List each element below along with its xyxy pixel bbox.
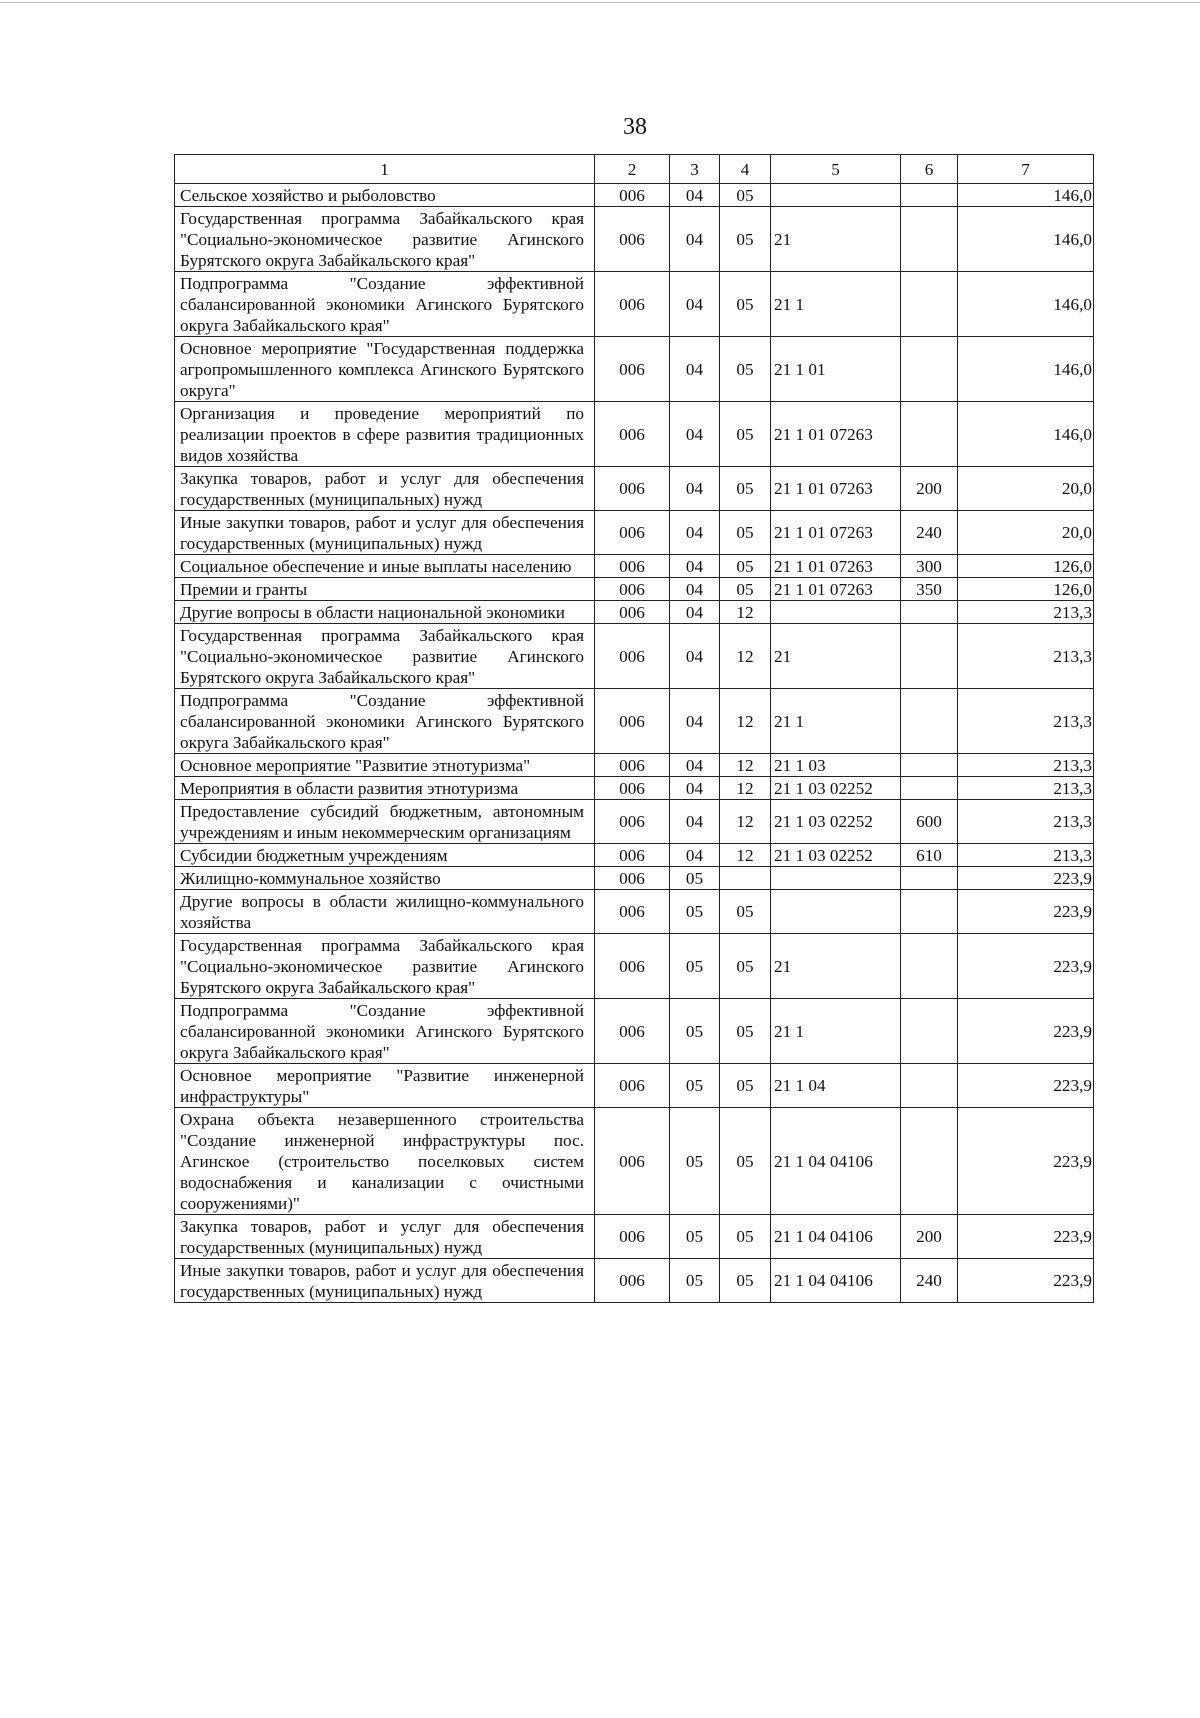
section-code-cell: 05 xyxy=(670,867,720,890)
subsection-code-cell: 12 xyxy=(720,844,771,867)
subsection-code-cell: 12 xyxy=(720,601,771,624)
row-name-cell: Другие вопросы в области жилищно-коммунального хозяйства xyxy=(175,890,595,934)
subsection-code-cell: 05 xyxy=(720,1215,771,1259)
subsection-code-cell: 05 xyxy=(720,337,771,402)
ministry-code-cell: 006 xyxy=(595,934,670,999)
table-row xyxy=(175,467,1094,511)
target-article-code-cell: 21 xyxy=(771,207,901,272)
ministry-code-cell: 006 xyxy=(595,844,670,867)
table-row xyxy=(175,800,1094,844)
target-article-code-cell: 21 1 03 02252 xyxy=(771,844,901,867)
amount-cell: 223,9 xyxy=(958,934,1094,999)
expense-type-code-cell xyxy=(901,999,958,1064)
amount-cell: 126,0 xyxy=(958,578,1094,601)
table-row xyxy=(175,207,1094,272)
section-code-cell: 04 xyxy=(670,844,720,867)
expense-type-code-cell: 200 xyxy=(901,1215,958,1259)
target-article-code-cell: 21 1 01 07263 xyxy=(771,555,901,578)
ministry-code-cell: 006 xyxy=(595,890,670,934)
subsection-code-cell: 05 xyxy=(720,1259,771,1303)
subsection-code-cell: 05 xyxy=(720,272,771,337)
target-article-code-cell: 21 1 01 07263 xyxy=(771,467,901,511)
row-name-cell: Подпрограмма "Создание эффективной сбалансированной экономики Агинского Бурятского округа Забайкальского края" xyxy=(175,689,595,754)
subsection-code-cell: 05 xyxy=(720,1064,771,1108)
row-name-cell: Государственная программа Забайкальского края "Социально-экономическое развитие Агинского Бурятского округа Забайкальского края" xyxy=(175,207,595,272)
table-row xyxy=(175,777,1094,800)
expense-type-code-cell xyxy=(901,402,958,467)
amount-cell: 213,3 xyxy=(958,754,1094,777)
table-row xyxy=(175,867,1094,890)
amount-cell: 146,0 xyxy=(958,337,1094,402)
amount-cell: 20,0 xyxy=(958,511,1094,555)
row-name-cell: Жилищно-коммунальное хозяйство xyxy=(175,867,595,890)
subsection-code-cell: 05 xyxy=(720,578,771,601)
amount-cell: 213,3 xyxy=(958,689,1094,754)
target-article-code-cell: 21 1 xyxy=(771,999,901,1064)
ministry-code-cell: 006 xyxy=(595,999,670,1064)
amount-cell: 213,3 xyxy=(958,624,1094,689)
page-number: 38 xyxy=(623,114,647,140)
section-code-cell: 04 xyxy=(670,754,720,777)
target-article-code-cell xyxy=(771,601,901,624)
target-article-code-cell: 21 1 03 02252 xyxy=(771,800,901,844)
section-code-cell: 04 xyxy=(670,578,720,601)
target-article-code-cell: 21 1 01 07263 xyxy=(771,578,901,601)
expense-type-code-cell xyxy=(901,1108,958,1215)
expense-type-code-cell: 200 xyxy=(901,467,958,511)
subsection-code-cell: 12 xyxy=(720,754,771,777)
table-row xyxy=(175,337,1094,402)
section-code-cell: 04 xyxy=(670,272,720,337)
amount-cell: 213,3 xyxy=(958,800,1094,844)
section-code-cell: 04 xyxy=(670,800,720,844)
expense-type-code-cell xyxy=(901,601,958,624)
expense-type-code-cell xyxy=(901,272,958,337)
amount-cell: 213,3 xyxy=(958,601,1094,624)
amount-cell: 223,9 xyxy=(958,1108,1094,1215)
target-article-code-cell: 21 xyxy=(771,624,901,689)
table-row xyxy=(175,999,1094,1064)
row-name-cell: Иные закупки товаров, работ и услуг для обеспечения государственных (муниципальных) нужд xyxy=(175,511,595,555)
expense-type-code-cell: 350 xyxy=(901,578,958,601)
target-article-code-cell xyxy=(771,890,901,934)
expense-type-code-cell xyxy=(901,207,958,272)
expense-type-code-cell xyxy=(901,890,958,934)
ministry-code-cell: 006 xyxy=(595,1215,670,1259)
section-code-cell: 04 xyxy=(670,689,720,754)
row-name-cell: Субсидии бюджетным учреждениям xyxy=(175,844,595,867)
subsection-code-cell: 05 xyxy=(720,890,771,934)
subsection-code-cell: 12 xyxy=(720,777,771,800)
amount-cell: 146,0 xyxy=(958,184,1094,207)
row-name-cell: Иные закупки товаров, работ и услуг для обеспечения государственных (муниципальных) нужд xyxy=(175,1259,595,1303)
subsection-code-cell: 05 xyxy=(720,184,771,207)
amount-cell: 126,0 xyxy=(958,555,1094,578)
subsection-code-cell: 12 xyxy=(720,800,771,844)
section-code-cell: 05 xyxy=(670,1215,720,1259)
table-row xyxy=(175,578,1094,601)
table-row xyxy=(175,689,1094,754)
ministry-code-cell: 006 xyxy=(595,754,670,777)
row-name-cell: Подпрограмма "Создание эффективной сбалансированной экономики Агинского Бурятского округа Забайкальского края" xyxy=(175,999,595,1064)
amount-cell: 213,3 xyxy=(958,844,1094,867)
amount-cell: 146,0 xyxy=(958,402,1094,467)
target-article-code-cell: 21 1 04 xyxy=(771,1064,901,1108)
section-code-cell: 05 xyxy=(670,1259,720,1303)
section-code-cell: 05 xyxy=(670,999,720,1064)
table-row xyxy=(175,934,1094,999)
table-row xyxy=(175,1259,1094,1303)
section-code-cell: 05 xyxy=(670,1064,720,1108)
budget-table xyxy=(174,154,1094,1303)
target-article-code-cell: 21 1 03 xyxy=(771,754,901,777)
row-name-cell: Основное мероприятие "Развитие этнотуризма" xyxy=(175,754,595,777)
table-row xyxy=(175,601,1094,624)
header-col-4: 4 xyxy=(720,155,771,184)
amount-cell: 223,9 xyxy=(958,890,1094,934)
header-row xyxy=(175,155,1094,184)
row-name-cell: Закупка товаров, работ и услуг для обеспечения государственных (муниципальных) нужд xyxy=(175,1215,595,1259)
target-article-code-cell: 21 xyxy=(771,934,901,999)
expense-type-code-cell xyxy=(901,624,958,689)
ministry-code-cell: 006 xyxy=(595,511,670,555)
subsection-code-cell: 05 xyxy=(720,999,771,1064)
row-name-cell: Предоставление субсидий бюджетным, автономным учреждениям и иным некоммерческим организациям xyxy=(175,800,595,844)
ministry-code-cell: 006 xyxy=(595,867,670,890)
expense-type-code-cell xyxy=(901,934,958,999)
target-article-code-cell xyxy=(771,184,901,207)
row-name-cell: Социальное обеспечение и иные выплаты населению xyxy=(175,555,595,578)
section-code-cell: 05 xyxy=(670,934,720,999)
ministry-code-cell: 006 xyxy=(595,207,670,272)
target-article-code-cell: 21 1 xyxy=(771,272,901,337)
table-row xyxy=(175,1215,1094,1259)
section-code-cell: 04 xyxy=(670,184,720,207)
table-header xyxy=(175,155,1094,184)
section-code-cell: 04 xyxy=(670,337,720,402)
amount-cell: 213,3 xyxy=(958,777,1094,800)
row-name-cell: Государственная программа Забайкальского края "Социально-экономическое развитие Агинского Бурятского округа Забайкальского края" xyxy=(175,934,595,999)
expense-type-code-cell xyxy=(901,184,958,207)
ministry-code-cell: 006 xyxy=(595,800,670,844)
amount-cell: 223,9 xyxy=(958,1259,1094,1303)
ministry-code-cell: 006 xyxy=(595,555,670,578)
amount-cell: 146,0 xyxy=(958,272,1094,337)
amount-cell: 223,9 xyxy=(958,1215,1094,1259)
expense-type-code-cell: 240 xyxy=(901,1259,958,1303)
table-row xyxy=(175,890,1094,934)
ministry-code-cell: 006 xyxy=(595,402,670,467)
header-col-7: 7 xyxy=(958,155,1094,184)
expense-type-code-cell: 600 xyxy=(901,800,958,844)
row-name-cell: Сельское хозяйство и рыболовство xyxy=(175,184,595,207)
ministry-code-cell: 006 xyxy=(595,1259,670,1303)
target-article-code-cell: 21 1 03 02252 xyxy=(771,777,901,800)
table-row xyxy=(175,402,1094,467)
section-code-cell: 05 xyxy=(670,1108,720,1215)
expense-type-code-cell xyxy=(901,1064,958,1108)
table-row xyxy=(175,555,1094,578)
expense-type-code-cell: 610 xyxy=(901,844,958,867)
expense-type-code-cell xyxy=(901,777,958,800)
header-col-1: 1 xyxy=(175,155,595,184)
table-row xyxy=(175,1108,1094,1215)
target-article-code-cell: 21 1 04 04106 xyxy=(771,1108,901,1215)
ministry-code-cell: 006 xyxy=(595,337,670,402)
table-row xyxy=(175,624,1094,689)
subsection-code-cell: 05 xyxy=(720,207,771,272)
target-article-code-cell: 21 1 xyxy=(771,689,901,754)
subsection-code-cell: 05 xyxy=(720,511,771,555)
ministry-code-cell: 006 xyxy=(595,184,670,207)
target-article-code-cell: 21 1 04 04106 xyxy=(771,1215,901,1259)
section-code-cell: 04 xyxy=(670,402,720,467)
ministry-code-cell: 006 xyxy=(595,624,670,689)
expense-type-code-cell xyxy=(901,337,958,402)
row-name-cell: Основное мероприятие "Государственная поддержка агропромышленного комплекса Агинского Бурятского округа" xyxy=(175,337,595,402)
header-col-2: 2 xyxy=(595,155,670,184)
section-code-cell: 04 xyxy=(670,511,720,555)
target-article-code-cell: 21 1 01 07263 xyxy=(771,511,901,555)
subsection-code-cell: 05 xyxy=(720,467,771,511)
table-row xyxy=(175,272,1094,337)
section-code-cell: 04 xyxy=(670,207,720,272)
target-article-code-cell: 21 1 04 04106 xyxy=(771,1259,901,1303)
section-code-cell: 04 xyxy=(670,777,720,800)
table-row xyxy=(175,184,1094,207)
target-article-code-cell xyxy=(771,867,901,890)
ministry-code-cell: 006 xyxy=(595,601,670,624)
table-row xyxy=(175,754,1094,777)
subsection-code-cell: 05 xyxy=(720,555,771,578)
target-article-code-cell: 21 1 01 07263 xyxy=(771,402,901,467)
expense-type-code-cell xyxy=(901,689,958,754)
row-name-cell: Организация и проведение мероприятий по реализации проектов в сфере развития традиционных видов хозяйства xyxy=(175,402,595,467)
expense-type-code-cell: 240 xyxy=(901,511,958,555)
table-body xyxy=(175,184,1094,1303)
ministry-code-cell: 006 xyxy=(595,467,670,511)
row-name-cell: Премии и гранты xyxy=(175,578,595,601)
ministry-code-cell: 006 xyxy=(595,578,670,601)
table-row xyxy=(175,1064,1094,1108)
subsection-code-cell xyxy=(720,867,771,890)
row-name-cell: Подпрограмма "Создание эффективной сбалансированной экономики Агинского Бурятского округа Забайкальского края" xyxy=(175,272,595,337)
amount-cell: 20,0 xyxy=(958,467,1094,511)
row-name-cell: Государственная программа Забайкальского края "Социально-экономическое развитие Агинского Бурятского округа Забайкальского края" xyxy=(175,624,595,689)
expense-type-code-cell xyxy=(901,754,958,777)
expense-type-code-cell xyxy=(901,867,958,890)
expense-type-code-cell: 300 xyxy=(901,555,958,578)
ministry-code-cell: 006 xyxy=(595,1108,670,1215)
subsection-code-cell: 05 xyxy=(720,1108,771,1215)
ministry-code-cell: 006 xyxy=(595,1064,670,1108)
row-name-cell: Мероприятия в области развития этнотуризма xyxy=(175,777,595,800)
target-article-code-cell: 21 1 01 xyxy=(771,337,901,402)
section-code-cell: 04 xyxy=(670,467,720,511)
section-code-cell: 04 xyxy=(670,555,720,578)
section-code-cell: 05 xyxy=(670,890,720,934)
subsection-code-cell: 12 xyxy=(720,689,771,754)
table-row xyxy=(175,844,1094,867)
section-code-cell: 04 xyxy=(670,624,720,689)
amount-cell: 223,9 xyxy=(958,999,1094,1064)
ministry-code-cell: 006 xyxy=(595,777,670,800)
amount-cell: 223,9 xyxy=(958,867,1094,890)
table-row xyxy=(175,511,1094,555)
header-col-3: 3 xyxy=(670,155,720,184)
header-col-6: 6 xyxy=(901,155,958,184)
subsection-code-cell: 05 xyxy=(720,402,771,467)
row-name-cell: Охрана объекта незавершенного строительства "Создание инженерной инфраструктуры пос. Агинское (строительство поселковых систем водоснабжения и канализации с очистными сооружениями)" xyxy=(175,1108,595,1215)
header-col-5: 5 xyxy=(771,155,901,184)
section-code-cell: 04 xyxy=(670,601,720,624)
ministry-code-cell: 006 xyxy=(595,689,670,754)
subsection-code-cell: 12 xyxy=(720,624,771,689)
page-top-edge xyxy=(0,2,1200,3)
subsection-code-cell: 05 xyxy=(720,934,771,999)
row-name-cell: Другие вопросы в области национальной экономики xyxy=(175,601,595,624)
row-name-cell: Основное мероприятие "Развитие инженерной инфраструктуры" xyxy=(175,1064,595,1108)
row-name-cell: Закупка товаров, работ и услуг для обеспечения государственных (муниципальных) нужд xyxy=(175,467,595,511)
amount-cell: 223,9 xyxy=(958,1064,1094,1108)
ministry-code-cell: 006 xyxy=(595,272,670,337)
amount-cell: 146,0 xyxy=(958,207,1094,272)
